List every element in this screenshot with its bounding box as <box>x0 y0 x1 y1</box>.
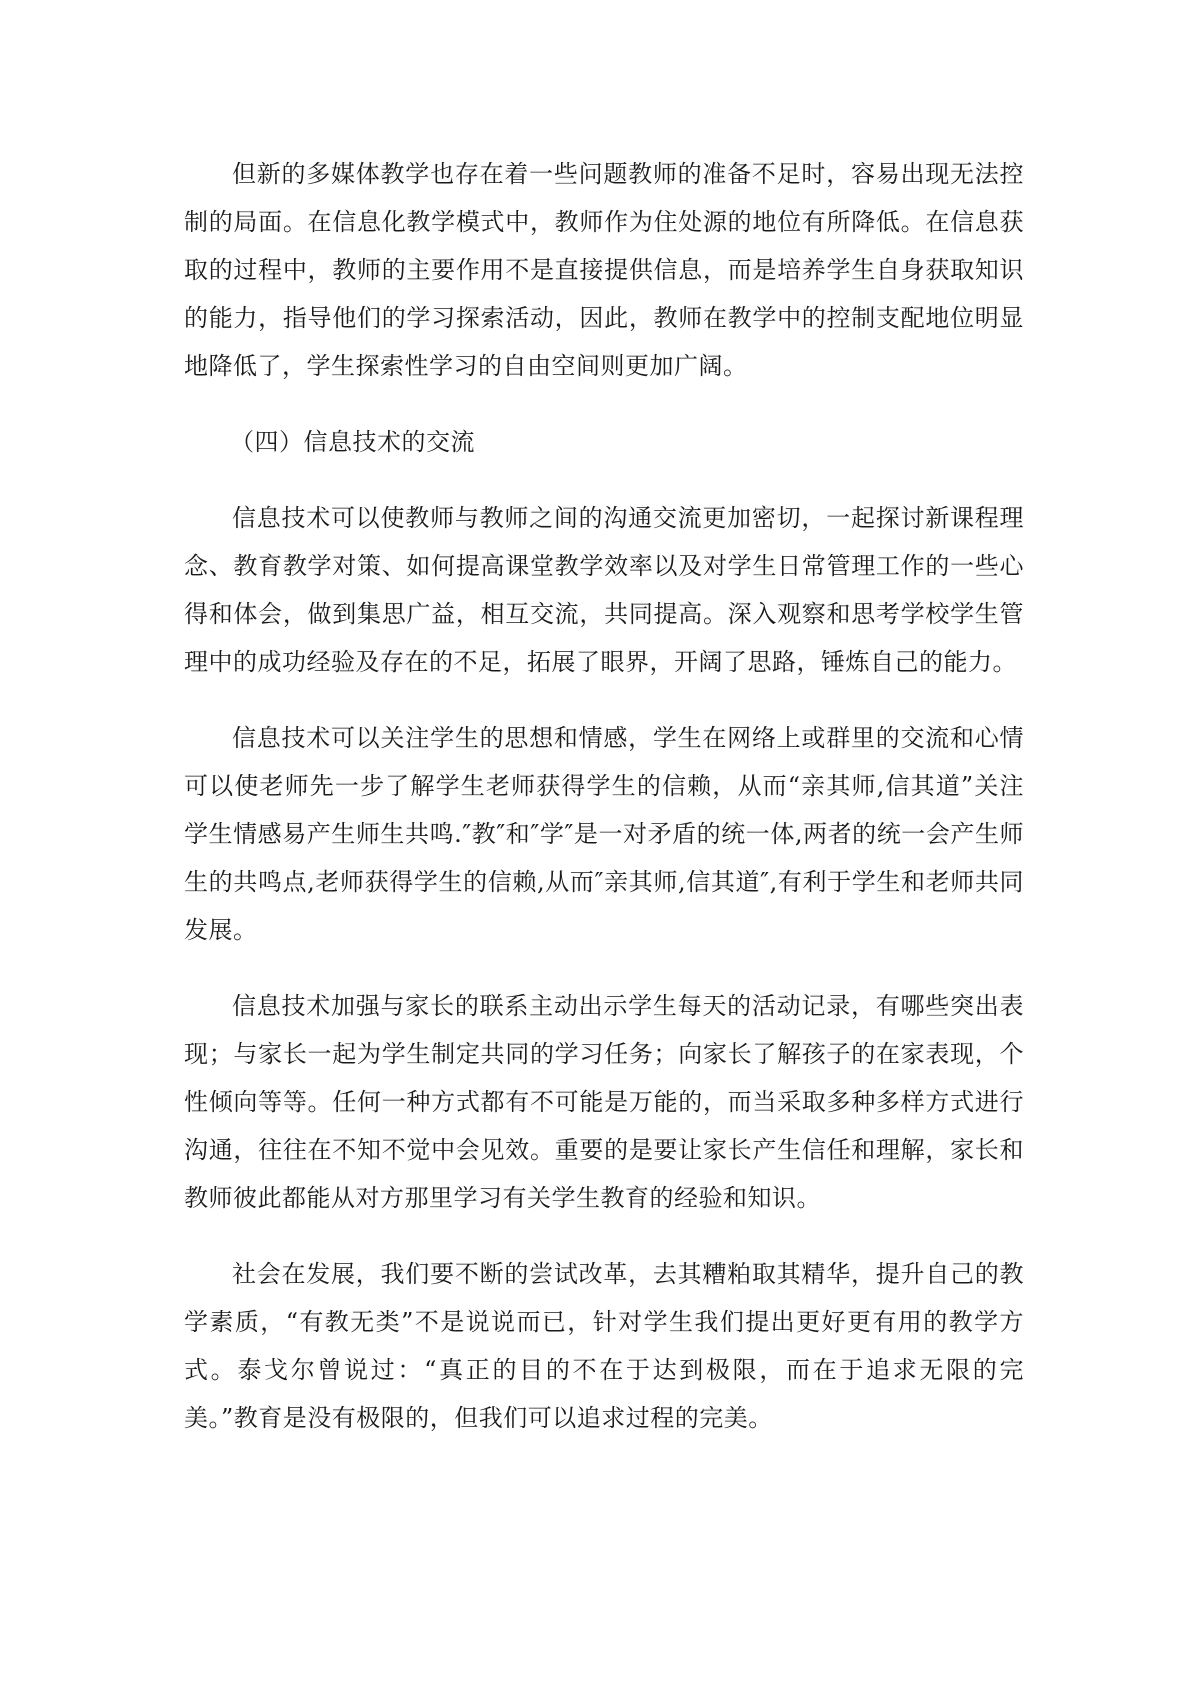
paragraph-teacher-communication: 信息技术可以使教师与教师之间的沟通交流更加密切，一起探讨新课程理念、教育教学对策、如何提高课堂教学效率以及对学生日常管理工作的一些心得和体会，做到集思广益，相互交流，共同提高。深入观察和思考学校学生管理中的成功经验及存在的不足，拓展了眼界，开阔了思路，锤炼自己的能力。 <box>184 504 1024 676</box>
paragraph-multimedia-teaching: 但新的多媒体教学也存在着一些问题教师的准备不足时，容易出现无法控制的局面。在信息化教学模式中，教师作为住处源的地位有所降低。在信息获取的过程中，教师的主要作用不是直接提供信息，而是培养学生自身获取知识的能力，指导他们的学习探索活动，因此，教师在教学中的控制支配地位明显地降低了，学生探索性学习的自由空间则更加广阔。 <box>184 160 1024 380</box>
document-body <box>184 150 1024 1470</box>
paragraph-conclusion: 社会在发展，我们要不断的尝试改革，去其糟粕取其精华，提升自己的教学素质，“有教无类”不是说说而已，针对学生我们提出更好更有用的教学方式。泰戈尔曾说过：“真正的目的不在于达到极限，而在于追求无限的完美。”教育是没有极限的，但我们可以追求过程的完美。 <box>184 1260 1024 1432</box>
section-heading: （四）信息技术的交流 <box>230 428 475 456</box>
paragraph-parent-contact: 信息技术加强与家长的联系主动出示学生每天的活动记录，有哪些突出表现；与家长一起为学生制定共同的学习任务；向家长了解孩子的在家表现，个性倾向等等。任何一种方式都有不可能是万能的，而当采取多种多样方式进行沟通，往往在不知不觉中会见效。重要的是要让家长产生信任和理解，家长和教师彼此都能从对方那里学习有关学生教育的经验和知识。 <box>184 992 1024 1212</box>
paragraph-student-emotion: 信息技术可以关注学生的思想和情感，学生在网络上或群里的交流和心情可以使老师先一步了解学生老师获得学生的信赖，从而“亲其师,信其道”关注学生情感易产生师生共鸣.″教″和″学″是一对矛盾的统一体,两者的统一会产生师生的共鸣点,老师获得学生的信赖,从而″亲其师,信其道″,有利于学生和老师共同发展。 <box>184 724 1024 944</box>
